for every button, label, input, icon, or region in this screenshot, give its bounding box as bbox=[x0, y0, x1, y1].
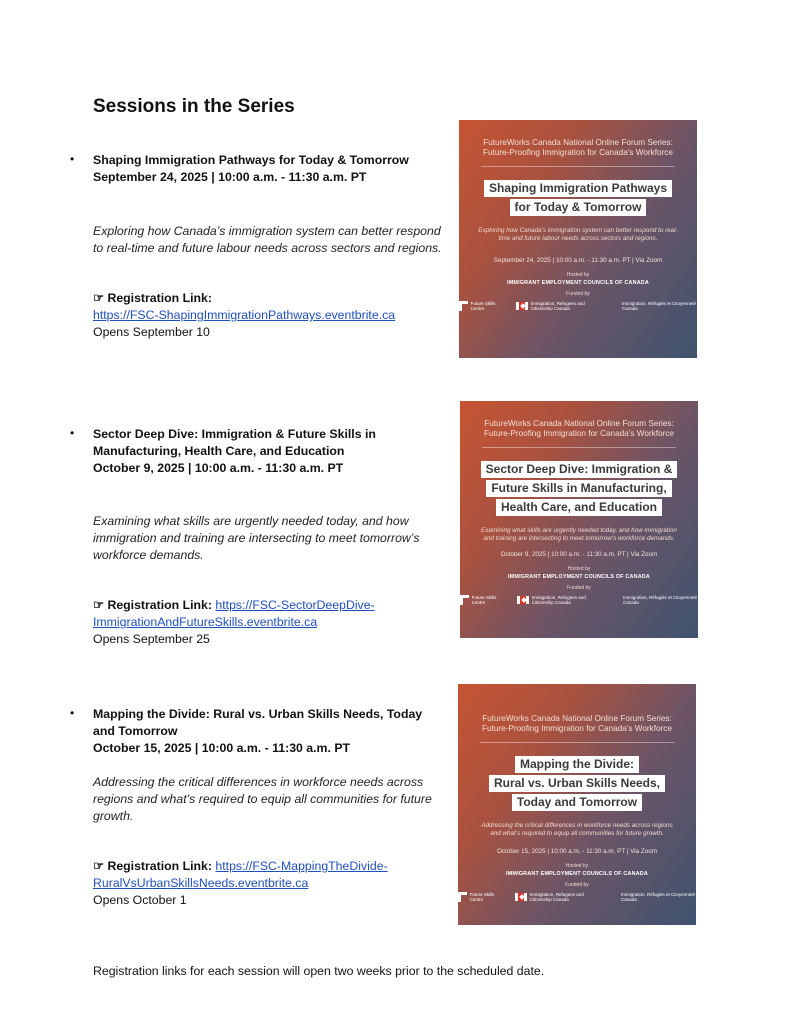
logo-text: Immigration, Refugees and Citizenship Canada bbox=[529, 892, 584, 902]
poster-title-line: Future Skills in Manufacturing, bbox=[486, 480, 671, 497]
poster-funder-label: Funded by bbox=[565, 882, 589, 888]
poster-description: Addressing the critical differences in workforce needs across regions and what’s required to equip all communities for future growth. bbox=[481, 822, 673, 837]
poster-title bbox=[460, 460, 698, 517]
session-title: Sector Deep Dive: Immigration & Future Skills in Manufacturing, Health Care, and Education bbox=[93, 427, 376, 458]
opens-date: Opens October 1 bbox=[93, 893, 187, 907]
registration-line bbox=[93, 597, 442, 631]
logo-text: Immigration, Réfugiés et Citoyenneté Canada bbox=[622, 595, 698, 605]
registration-label: ☞ Registration Link: bbox=[93, 598, 212, 612]
registration-link[interactable]: https://FSC-SectorDeepDive-ImmigrationAndFutureSkills.eventbrite.ca bbox=[93, 598, 375, 629]
registration-line bbox=[93, 858, 442, 892]
poster-host: IMMIGRANT EMPLOYMENT COUNCILS OF CANADA bbox=[508, 574, 650, 580]
ircc-fr-logo bbox=[623, 595, 698, 605]
poster-funder-label: Funded by bbox=[566, 291, 590, 297]
poster-series-line: FutureWorks Canada National Online Forum Series: bbox=[483, 138, 673, 147]
poster-logos bbox=[458, 892, 696, 902]
session-item bbox=[70, 426, 442, 648]
poster-logos bbox=[460, 595, 698, 605]
poster-host: IMMIGRANT EMPLOYMENT COUNCILS OF CANADA bbox=[506, 871, 648, 877]
registration-link[interactable]: https://FSC-ShapingImmigrationPathways.eventbrite.ca bbox=[93, 308, 396, 322]
poster-series-line: Future-Proofing Immigration for Canada’s Workforce bbox=[482, 724, 672, 733]
poster-host-label: Hosted by bbox=[566, 272, 590, 278]
logo-text: Future Skills Centre bbox=[471, 595, 497, 605]
poster-title-line: Shaping Immigration Pathways bbox=[484, 180, 672, 197]
logo-text: Immigration, Réfugiés et Citoyenneté Canada bbox=[620, 892, 696, 902]
fsc-logo-icon bbox=[460, 595, 469, 605]
poster-series bbox=[458, 714, 696, 734]
logo-text: Future Skills Centre bbox=[470, 301, 496, 311]
poster-date: September 24, 2025 | 10:00 a.m. - 11:30 a.m. PT | Via Zoom bbox=[493, 257, 663, 264]
session-poster bbox=[459, 120, 697, 358]
session-date: September 24, 2025 | 10:00 a.m. - 11:30 a.m. PT bbox=[93, 170, 367, 184]
bullet: • bbox=[70, 706, 75, 720]
registration-label: ☞ Registration Link: bbox=[93, 291, 212, 305]
session-date: October 15, 2025 | 10:00 a.m. - 11:30 a.m. PT bbox=[93, 741, 351, 755]
session-date: October 9, 2025 | 10:00 a.m. - 11:30 a.m. PT bbox=[93, 461, 344, 475]
poster-title-line: Today and Tomorrow bbox=[512, 794, 642, 811]
ircc-fr-logo bbox=[622, 301, 697, 311]
session-description: Examining what skills are urgently needed today, and how immigration and training are intersecting to meet tomorrow’s workforce demands. bbox=[93, 514, 420, 562]
poster-date: October 15, 2025 | 10:00 a.m. - 11:30 a.m. PT | Via Zoom bbox=[496, 848, 658, 855]
ircc-fr-logo bbox=[621, 892, 696, 902]
session-item bbox=[70, 152, 442, 341]
ircc-logo bbox=[515, 892, 607, 902]
canada-flag-icon bbox=[516, 302, 527, 310]
logo-text: Immigration, Refugees and Citizenship Canada bbox=[531, 595, 586, 605]
canada-flag-icon bbox=[515, 893, 526, 901]
poster-series bbox=[459, 138, 697, 158]
opens-date: Opens September 25 bbox=[93, 632, 210, 646]
fsc-logo bbox=[460, 595, 503, 605]
poster-description: Exploring how Canada’s immigration system can better respond to real-time and future labour needs across sectors and regions. bbox=[478, 227, 678, 242]
footer-note: Registration links for each session will open two weeks prior to the scheduled date. bbox=[93, 964, 545, 978]
fsc-logo-icon bbox=[458, 892, 467, 902]
session-poster bbox=[460, 401, 698, 638]
poster-funder-label: Funded by bbox=[567, 585, 591, 591]
registration-label: ☞ Registration Link: bbox=[93, 859, 212, 873]
opens-date: Opens September 10 bbox=[93, 325, 210, 339]
poster-title-line: Sector Deep Dive: Immigration & bbox=[481, 461, 678, 478]
poster-host-label: Hosted by bbox=[567, 566, 591, 572]
poster-logos bbox=[459, 301, 697, 311]
poster-title bbox=[458, 755, 696, 812]
session-title: Mapping the Divide: Rural vs. Urban Skills Needs, Today and Tomorrow bbox=[93, 707, 423, 738]
registration-link[interactable]: https://FSC-MappingTheDivide-RuralVsUrbanSkillsNeeds.eventbrite.ca bbox=[93, 859, 388, 890]
poster-series-line: Future-Proofing Immigration for Canada’s Workforce bbox=[483, 148, 673, 157]
session-title: Shaping Immigration Pathways for Today & Tomorrow bbox=[93, 153, 409, 167]
poster-host-label: Hosted by bbox=[565, 863, 589, 869]
fsc-logo bbox=[458, 892, 501, 902]
poster-date: October 9, 2025 | 10:00 a.m. - 11:30 a.m. PT | Via Zoom bbox=[500, 551, 658, 558]
fsc-logo-icon bbox=[459, 301, 468, 311]
poster-title-line: for Today & Tomorrow bbox=[510, 199, 647, 216]
session-description: Addressing the critical differences in workforce needs across regions and what’s required to equip all communities for future growth. bbox=[93, 775, 432, 823]
canada-flag-icon bbox=[517, 596, 528, 604]
ircc-logo bbox=[516, 301, 608, 311]
poster-host: IMMIGRANT EMPLOYMENT COUNCILS OF CANADA bbox=[507, 280, 649, 286]
registration-line bbox=[93, 290, 442, 324]
session-item bbox=[70, 706, 442, 909]
poster-title-line: Health Care, and Education bbox=[496, 499, 662, 516]
session-description: Exploring how Canada’s immigration system can better respond to real-time and future labour needs across sectors and regions. bbox=[93, 224, 442, 255]
poster-series-line: Future-Proofing Immigration for Canada’s Workforce bbox=[484, 429, 674, 438]
poster-series bbox=[460, 419, 698, 439]
logo-text: Immigration, Refugees and Citizenship Canada bbox=[530, 301, 585, 311]
logo-text: Future Skills Centre bbox=[469, 892, 495, 902]
poster-description: Examining what skills are urgently needed today, and how immigration and training are intersecting to meet tomorrow’s workforce demands. bbox=[481, 527, 677, 542]
poster-series-line: FutureWorks Canada National Online Forum Series: bbox=[482, 714, 672, 723]
bullet: • bbox=[70, 426, 75, 440]
poster-title-line: Mapping the Divide: bbox=[515, 756, 639, 773]
logo-text: Immigration, Réfugiés et Citoyenneté Canada bbox=[621, 301, 697, 311]
page-title: Sessions in the Series bbox=[93, 96, 295, 117]
poster-title bbox=[459, 179, 697, 217]
poster-series-line: FutureWorks Canada National Online Forum Series: bbox=[484, 419, 674, 428]
ircc-logo bbox=[517, 595, 609, 605]
bullet: • bbox=[70, 152, 75, 166]
divider bbox=[482, 447, 676, 448]
divider bbox=[480, 742, 674, 743]
fsc-logo bbox=[459, 301, 502, 311]
divider bbox=[481, 166, 675, 167]
session-poster bbox=[458, 684, 696, 925]
poster-title-line: Rural vs. Urban Skills Needs, bbox=[489, 775, 665, 792]
